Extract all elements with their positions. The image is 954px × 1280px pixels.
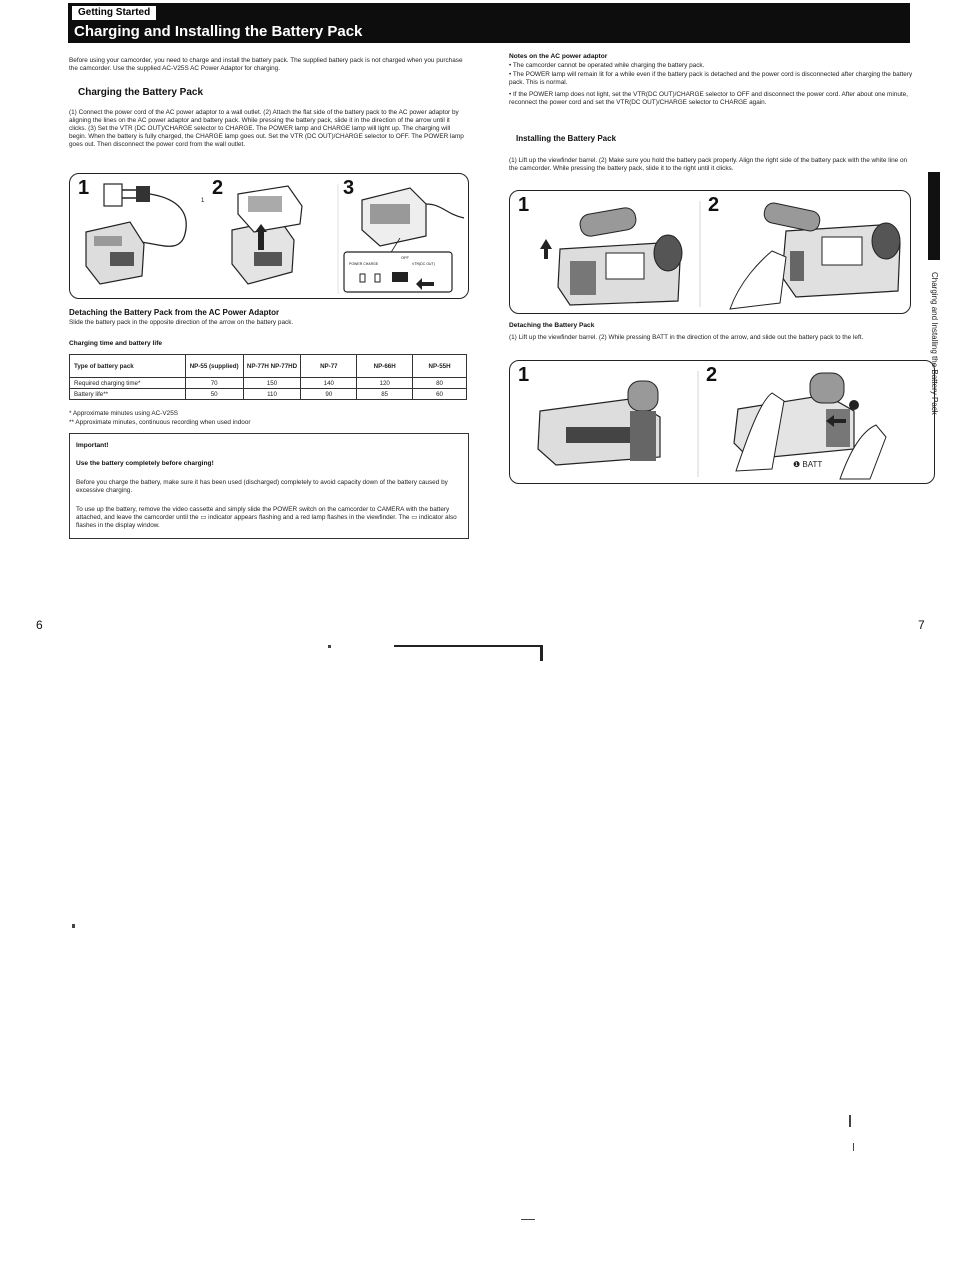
scan-speck — [849, 1115, 851, 1127]
charging-figure — [69, 173, 469, 299]
important-paragraph-2: To use up the battery, remove the video cassette and simply slide the POWER switch on the camcorder to CAMERA with the battery attached, and leave the camcorder until the ▭ indicator appears flashing and a red lamp flashes in the viewfinder. The ▭ indicator also flashes in the display window. — [76, 506, 457, 529]
side-section-label: Charging and Installing the Battery Pack — [930, 272, 939, 415]
table-cell: 150 — [243, 378, 301, 389]
installing-heading: Installing the Battery Pack — [516, 134, 617, 143]
table-cell: 70 — [185, 378, 243, 389]
install-step-1: 1 — [518, 194, 530, 216]
detaching-adaptor-text: Slide the battery pack in the opposite direction of the arrow on the battery pack. — [69, 319, 294, 326]
important-title: Important! — [76, 442, 109, 449]
scan-speck — [72, 924, 75, 928]
page-number-left: 6 — [36, 618, 43, 632]
table-header: NP-55 (supplied) — [185, 355, 243, 378]
power-charge-label: POWER CHARGE — [349, 262, 379, 266]
battery-life-table — [69, 354, 467, 400]
important-subtitle: Use the battery completely before charging! — [76, 460, 214, 467]
figure-step-2: 2 — [212, 177, 224, 199]
page-number-right: 7 — [918, 618, 925, 632]
table-cell: 110 — [243, 389, 301, 400]
figure-step-1: 1 — [78, 177, 90, 199]
intro-paragraph: Before using your camcorder, you need to charge and install the battery pack. The supplied battery pack is not charged when you purchase the camcorder. Use the supplied AC-V25S AC Power Adaptor for charging. — [69, 57, 463, 72]
table-caption: Charging time and battery life — [69, 340, 163, 347]
figure-small-label: 1 — [201, 198, 205, 204]
installing-paragraph: (1) Lift up the viewfinder barrel. (2) Make sure you hold the battery pack properly. Align the right side of the battery pack with the white line on the camcorder. While pressing the battery pack, slide it to the right until it clicks. — [509, 157, 908, 172]
important-paragraph-1: Before you charge the battery, make sure it has been used (discharged) completely to avoid capacity down of the battery caused by excessive charging. — [76, 479, 448, 494]
table-header: Type of battery pack — [70, 355, 186, 378]
scan-artifact — [394, 645, 543, 661]
detaching-figure — [509, 360, 935, 484]
table-header: NP-66H — [357, 355, 413, 378]
footnote-charging-time: * Approximate minutes using AC-V25S — [69, 410, 179, 417]
charging-heading: Charging the Battery Pack — [78, 87, 204, 98]
detach-step-2: 2 — [706, 364, 718, 386]
figure-step-3: 3 — [343, 177, 355, 199]
table-header: NP-77 — [301, 355, 357, 378]
detach-paragraph: (1) Lift up the viewfinder barrel. (2) While pressing BATT in the direction of the arrow, and slide out the battery pack to the left. — [509, 334, 864, 341]
table-row — [70, 389, 467, 400]
installing-figure — [509, 190, 911, 314]
table-header: NP-55H — [413, 355, 467, 378]
adaptor-illustration — [70, 174, 468, 298]
table-cell: Required charging time* — [70, 378, 186, 389]
selector-off-label: OFF — [401, 255, 409, 260]
table-cell: Battery life** — [70, 389, 186, 400]
notes-heading: Notes on the AC power adaptor — [509, 53, 608, 60]
table-cell: 80 — [413, 378, 467, 389]
install-step-2: 2 — [708, 194, 720, 216]
charging-paragraph: (1) Connect the power cord of the AC power adaptor to a wall outlet. (2) Attach the flat side of the battery pack to the AC power adaptor by aligning the lines on the AC power adaptor and battery pack. While pressing the battery pack, slide it in the direction of the arrow until it clicks. (3) Set the VTR (DC OUT)/CHARGE selector to CHARGE. The POWER lamp and CHARGE lamp will light up. The charging will begin. When the battery is fully charged, the CHARGE lamp goes out. Set the VTR (DC OUT)/CHARGE selector to OFF. The POWER lamp goes out. Then disconnect the power cord from the wall outlet. — [69, 109, 464, 148]
table-cell: 85 — [357, 389, 413, 400]
footnote-battery-life: ** Approximate minutes, continuous recording when used indoor — [69, 419, 251, 426]
detach-heading: Detaching the Battery Pack — [509, 322, 595, 329]
scan-speck — [328, 645, 331, 648]
vtr-dc-out-label: VTR(DC OUT) — [412, 262, 435, 266]
header-banner — [68, 3, 910, 43]
scan-speck — [853, 1143, 854, 1151]
table-cell: 50 — [185, 389, 243, 400]
detach-step-1: 1 — [518, 364, 530, 386]
detaching-adaptor-heading: Detaching the Battery Pack from the AC Power Adaptor — [69, 308, 280, 317]
side-tab-marker — [928, 172, 940, 260]
batt-label: ❶ BATT — [793, 460, 823, 469]
notes-item: • The camcorder cannot be operated while charging the battery pack. — [509, 62, 705, 69]
notes-item: • If the POWER lamp does not light, set the VTR(DC OUT)/CHARGE selector to OFF and disconnect the power cord. After about one minute, reconnect the power cord and set the VTR(DC OUT)/CHARGE selector to CHARGE again. — [509, 91, 908, 106]
scan-speck — [521, 1219, 535, 1220]
section-tag: Getting Started — [72, 6, 156, 20]
table-cell: 140 — [301, 378, 357, 389]
table-cell: 120 — [357, 378, 413, 389]
table-row — [70, 378, 467, 389]
table-cell: 60 — [413, 389, 467, 400]
detaching-illustration — [510, 361, 934, 483]
table-cell: 90 — [301, 389, 357, 400]
installing-illustration — [510, 191, 910, 313]
table-header-row — [70, 355, 467, 378]
important-box — [69, 433, 469, 539]
page-title: Charging and Installing the Battery Pack — [74, 23, 363, 40]
table-header: NP-77H NP-77HD — [243, 355, 301, 378]
notes-item: • The POWER lamp will remain lit for a while even if the battery pack is detached and the power cord is disconnected after charging the battery pack. This is normal. — [509, 71, 913, 86]
